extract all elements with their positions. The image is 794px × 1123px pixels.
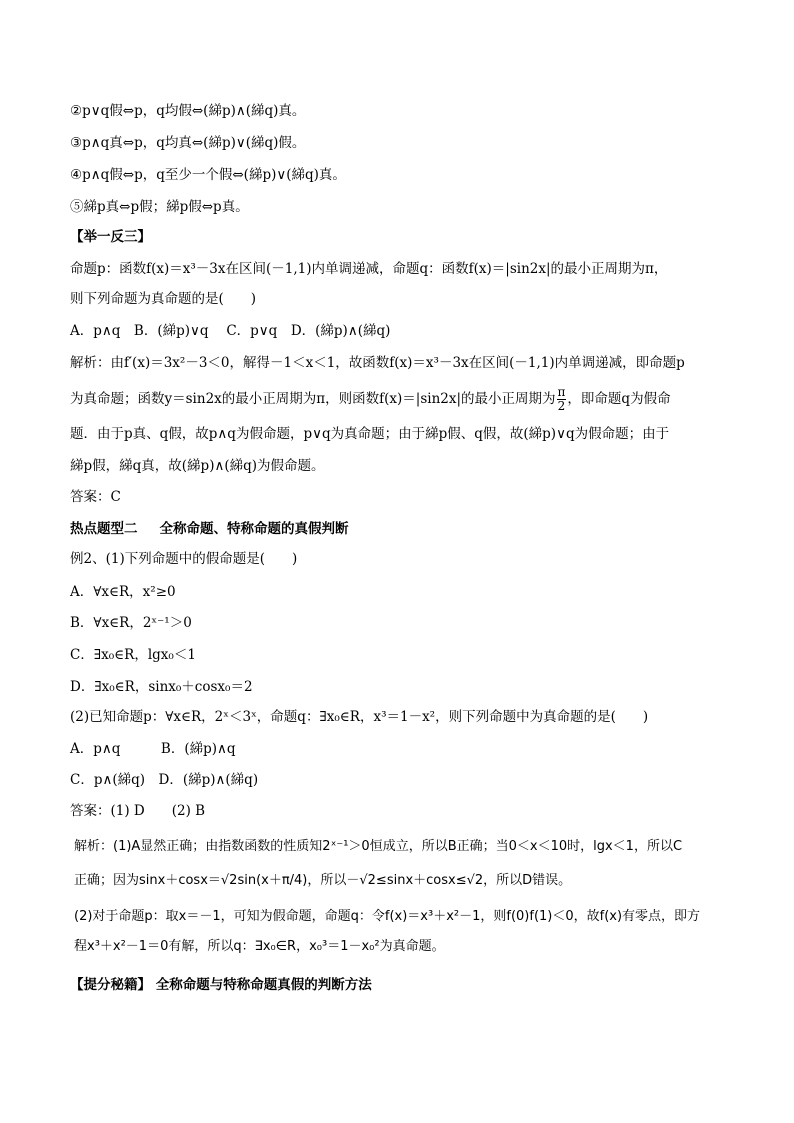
solution-line2-text: 为真命题；函数y＝sin2x的最小正周期为π，则函数f(x)＝|sin2x|的最小正周期为 [70, 391, 556, 407]
practice-options: A．p∧q B．(綈p)∨q C．p∨q D．(綈p)∧(綈q) [70, 323, 391, 339]
tips-heading: 【提分秘籍】 全称命题与特称命题真假的判断方法 [70, 977, 372, 993]
equivalence-rule-5: ⑤綈p真⇔p假；綈p假⇔p真。 [70, 199, 249, 215]
equivalence-rule-3: ③p∧q真⇔p，q均真⇔(綈p)∨(綈q)假。 [70, 135, 306, 151]
practice-solution-line2 [70, 386, 671, 413]
solution-line2-tail: ，即命题q为假命 [567, 391, 671, 407]
topic-heading [70, 520, 349, 538]
example2-option-d: D．∃x₀∈R，sinx₀＋cosx₀＝2 [70, 679, 253, 695]
example2-solution-line3: (2)对于命题p：取x＝－1，可知为假命题，命题q：令f(x)＝x³＋x²－1，则f(0)f(1)＜0，故f(x)有零点，即方 [74, 909, 701, 924]
practice-question-line1: 命题p：函数f(x)＝x³－3x在区间(－1,1)内单调递减，命题q：函数f(x)＝|sin2x|的最小正周期为π， [70, 261, 668, 277]
practice-answer: 答案：C [70, 489, 121, 505]
example2-part2-question: (2)已知命题p：∀x∈R，2ˣ＜3ˣ，命题q：∃x₀∈R，x³＝1－x²，则下列命题中为真命题的是( ) [70, 709, 649, 725]
example2-solution-line2: 正确；因为sinx＋cosx＝√2sin(x＋π/4)，所以－√2≤sinx＋cosx≤√2，所以D错误。 [74, 873, 572, 888]
practice-heading: 【举一反三】 [70, 229, 151, 245]
equivalence-rule-2: ②p∨q假⇔p，q均假⇔(綈p)∧(綈q)真。 [70, 103, 306, 119]
pi-over-2-fraction: $\frac{\pi}{2}$ [557, 385, 566, 413]
example2-option-c: C．∃x₀∈R，lgx₀＜1 [70, 647, 196, 663]
example2-solution-line4: 程x³＋x²－1＝0有解，所以q：∃x₀∈R，x₀³＝1－x₀²为真命题。 [74, 939, 445, 954]
example2-part2-options-1: A．p∧q B．(綈p)∧q [70, 741, 236, 757]
equivalence-rule-4: ④p∧q假⇔p，q至少一个假⇔(綈p)∨(綈q)真。 [70, 167, 346, 183]
example2-option-a: A．∀x∈R，x²≥0 [70, 584, 176, 600]
practice-solution-line3: 题．由于p真、q假，故p∧q为假命题，p∨q为真命题；由于綈p假、q假，故(綈p)∨q为假命题；由于 [70, 426, 670, 442]
example2-answer: 答案：(1) D (2) B [70, 803, 206, 819]
example2-solution-line1: 解析：(1)A显然正确；由指数函数的性质知2ˣ⁻¹＞0恒成立，所以B正确；当0＜x＜10时，lgx＜1，所以C [74, 839, 683, 854]
example2-option-b: B．∀x∈R，2ˣ⁻¹＞0 [70, 615, 192, 631]
practice-solution-line1: 解析：由f′(x)＝3x²－3＜0，解得－1＜x＜1，故函数f(x)＝x³－3x在区间(－1,1)内单调递减，即命题p [70, 355, 685, 371]
example2-part2-options-2: C．p∧(綈q) D．(綈p)∧(綈q) [70, 772, 259, 788]
practice-solution-line4: 綈p假，綈q真，故(綈p)∧(綈q)为假命题。 [70, 458, 325, 474]
topic-heading-title: 全称命题、特称命题的真假判断 [159, 521, 349, 537]
practice-question-line2: 则下列命题为真命题的是( ) [70, 291, 257, 307]
topic-heading-number: 热点题型二 [70, 521, 138, 537]
example2-question: 例2、(1)下列命题中的假命题是( ) [70, 551, 298, 567]
